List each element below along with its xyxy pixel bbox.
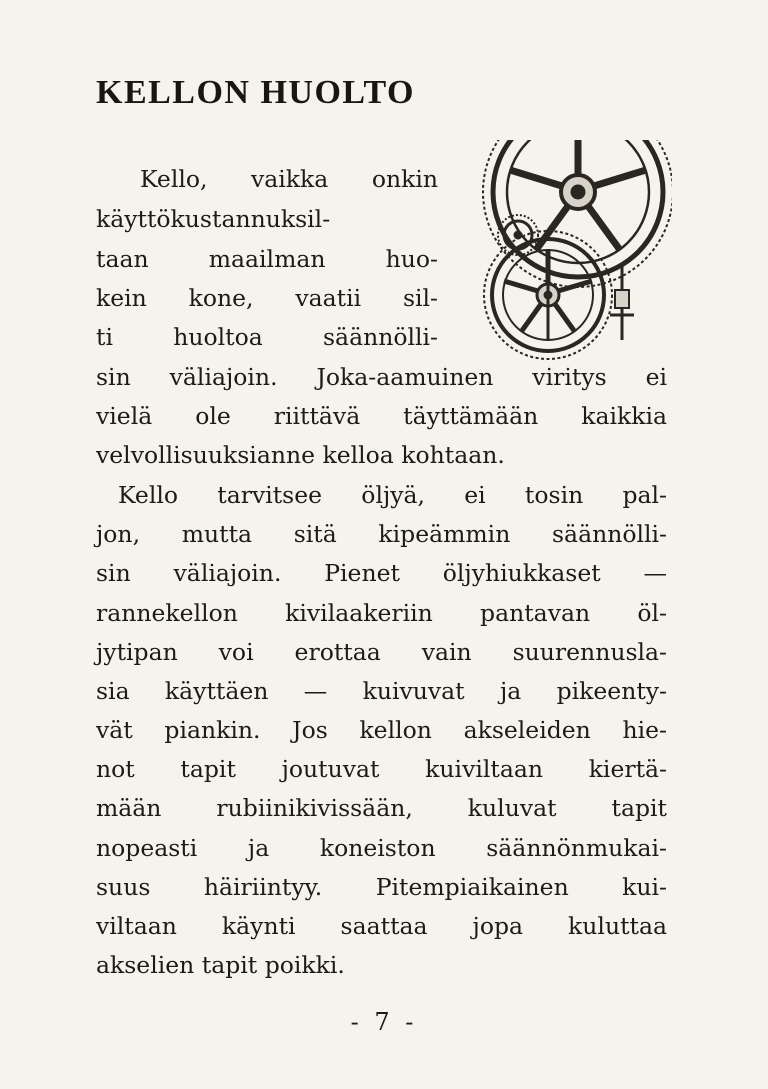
page-title: KELLON HUOLTO <box>96 74 415 111</box>
paragraph-line: mään rubiinikivissään, kuluvat tapit <box>96 794 667 822</box>
paragraph-line: taan maailman huo- <box>96 245 438 273</box>
paragraph-line: ti huoltoa säännölli- <box>96 323 438 351</box>
paragraph-line: not tapit joutuvat kuiviltaan kiertä- <box>96 755 667 783</box>
paragraph-line: vät piankin. Jos kellon akseleiden hie- <box>96 716 667 744</box>
paragraph-line: kein kone, vaatii sil- <box>96 284 438 312</box>
paragraph-line: Kello, vaikka onkin <box>140 165 438 193</box>
paragraph-line: jon, mutta sitä kipeämmin säännölli- <box>96 520 667 548</box>
paragraph-line: akselien tapit poikki. <box>96 951 345 979</box>
paragraph-line: rannekellon kivilaakeriin pantavan öl- <box>96 599 667 627</box>
paragraph-line: velvollisuuksianne kelloa kohtaan. <box>96 441 505 469</box>
paragraph-line: sin väliajoin. Joka-aamuinen viritys ei <box>96 363 667 391</box>
paragraph-line: vielä ole riittävä täyttämään kaikkia <box>96 402 667 430</box>
clock-gears-illustration <box>440 140 672 360</box>
paragraph-line: sin väliajoin. Pienet öljyhiukkaset — <box>96 559 667 587</box>
paragraph-line: jytipan voi erottaa vain suurennusla- <box>96 638 667 666</box>
paragraph-line: viltaan käynti saattaa jopa kuluttaa <box>96 912 667 940</box>
page-number: - 7 - <box>350 1008 418 1036</box>
paragraph-line: nopeasti ja koneiston säännönmukai- <box>96 834 667 862</box>
paragraph-line: käyttökustannuksil- <box>96 205 331 233</box>
paragraph-line: suus häiriintyy. Pitempiaikainen kui- <box>96 873 667 901</box>
paragraph-line: sia käyttäen — kuivuvat ja pikeenty- <box>96 677 667 705</box>
paragraph-line: Kello tarvitsee öljyä, ei tosin pal- <box>118 481 667 509</box>
